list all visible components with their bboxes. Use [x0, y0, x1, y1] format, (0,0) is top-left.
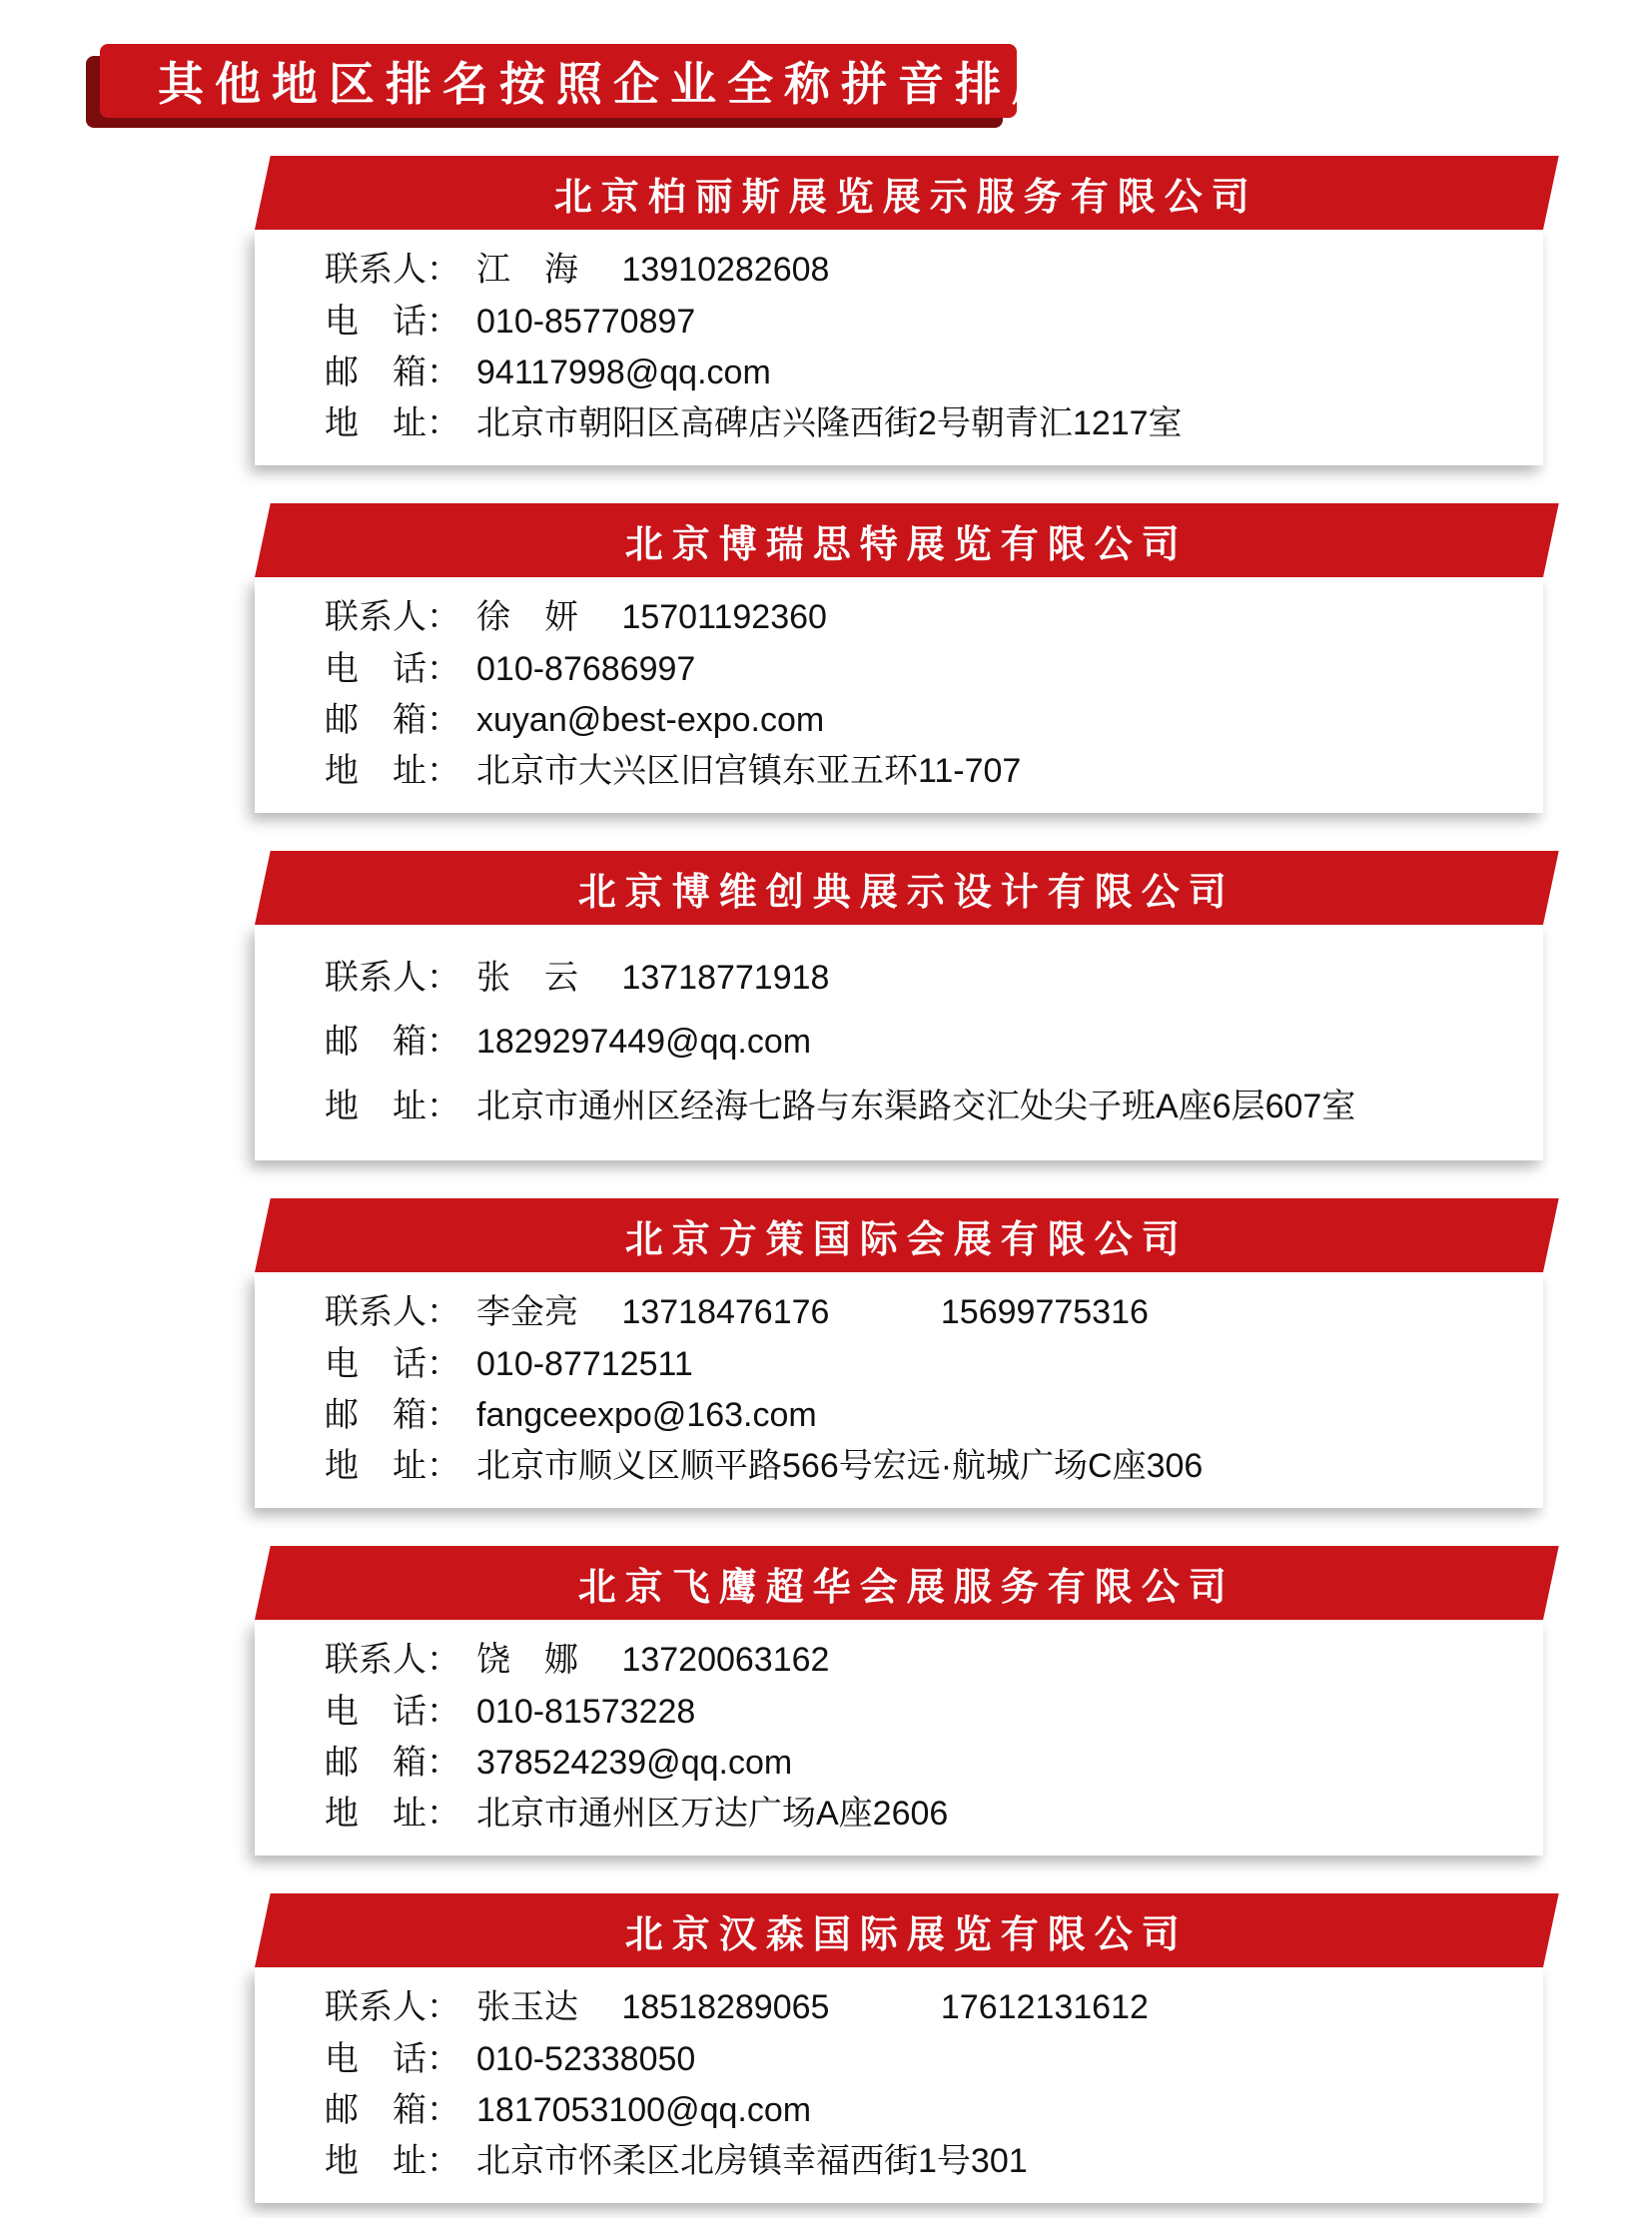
card-body — [255, 1272, 1543, 1508]
contact-row — [325, 960, 1507, 997]
contact-label: 联系人： — [325, 958, 460, 997]
contact-row — [325, 405, 1507, 442]
contact-label: 联系人： — [325, 1293, 460, 1332]
card-header — [255, 1198, 1559, 1272]
contact-label: 地 址： — [325, 1087, 460, 1125]
company-card — [255, 1893, 1543, 2203]
contact-value: xuyan@best-expo.com — [476, 701, 825, 740]
company-card — [255, 1546, 1543, 1855]
contact-row — [325, 1346, 1507, 1383]
contact-row — [325, 1694, 1507, 1731]
contact-row — [325, 304, 1507, 341]
contact-label: 邮 箱： — [325, 701, 460, 740]
contact-label: 电 话： — [325, 1344, 460, 1383]
company-name: 北京博维创典展示设计有限公司 — [577, 871, 1236, 914]
contact-row — [325, 252, 1507, 289]
contact-row — [325, 2143, 1507, 2180]
card-header — [255, 156, 1559, 230]
company-card-list — [255, 156, 1543, 2203]
company-card — [255, 1198, 1543, 1508]
contact-value: 江 海 13910282608 — [476, 251, 830, 290]
card-header — [255, 851, 1559, 925]
page-title-banner — [100, 44, 1069, 118]
contact-row — [325, 1089, 1507, 1125]
contact-label: 地 址： — [325, 1795, 460, 1834]
contact-row — [325, 2092, 1507, 2129]
contact-label: 地 址： — [325, 404, 460, 443]
card-body — [255, 1967, 1543, 2203]
contact-label: 地 址： — [325, 2142, 460, 2181]
company-card — [255, 503, 1543, 813]
card-body — [255, 1620, 1543, 1855]
contact-value: 1817053100@qq.com — [476, 2091, 812, 2130]
company-name: 北京方策国际会展有限公司 — [624, 1218, 1189, 1261]
page-title: 其他地区排名按照企业全称拼音排序 — [158, 58, 1069, 110]
contact-value: 北京市朝阳区高碑店兴隆西街2号朝青汇1217室 — [476, 404, 1183, 443]
contact-label: 联系人： — [325, 1988, 460, 2027]
card-body — [255, 925, 1543, 1160]
contact-row — [325, 753, 1507, 790]
contact-label: 电 话： — [325, 649, 460, 688]
contact-value: 010-87712511 — [476, 1344, 693, 1383]
contact-row — [325, 2041, 1507, 2078]
company-name: 北京博瑞思特展览有限公司 — [624, 523, 1189, 566]
contact-label: 联系人： — [325, 1641, 460, 1680]
company-name: 北京柏丽斯展览展示服务有限公司 — [554, 176, 1259, 219]
contact-value: 010-85770897 — [476, 302, 696, 341]
contact-label: 电 话： — [325, 1692, 460, 1731]
contact-value: 张 云 13718771918 — [476, 958, 830, 997]
contact-value: fangceexpo@163.com — [476, 1396, 817, 1435]
contact-row — [325, 1745, 1507, 1782]
contact-row — [325, 1796, 1507, 1833]
contact-value: 1829297449@qq.com — [476, 1023, 812, 1062]
card-body — [255, 577, 1543, 813]
card-body — [255, 230, 1543, 465]
contact-row — [325, 1642, 1507, 1679]
contact-value: 010-81573228 — [476, 1692, 696, 1731]
contact-value: 饶 娜 13720063162 — [476, 1641, 830, 1680]
contact-value: 94117998@qq.com — [476, 354, 771, 392]
contact-row — [325, 1294, 1507, 1331]
contact-value: 北京市通州区经海七路与东渠路交汇处尖子班A座6层607室 — [476, 1087, 1356, 1125]
contact-label: 邮 箱： — [325, 1744, 460, 1783]
contact-row — [325, 651, 1507, 688]
contact-value: 北京市大兴区旧宫镇东亚五环11-707 — [476, 752, 1022, 791]
contact-label: 联系人： — [325, 251, 460, 290]
contact-label: 电 话： — [325, 2039, 460, 2078]
contact-value: 北京市顺义区顺平路566号宏远·航城广场C座306 — [476, 1447, 1204, 1486]
contact-label: 地 址： — [325, 1447, 460, 1486]
contact-row — [325, 1989, 1507, 2026]
company-card — [255, 156, 1543, 465]
contact-label: 电 话： — [325, 302, 460, 341]
contact-value: 010-52338050 — [476, 2039, 696, 2078]
card-header — [255, 1546, 1559, 1620]
contact-label: 地 址： — [325, 752, 460, 791]
contact-value: 徐 妍 15701192360 — [476, 598, 827, 637]
card-header — [255, 503, 1559, 577]
contact-label: 邮 箱： — [325, 1396, 460, 1435]
contact-label: 邮 箱： — [325, 2091, 460, 2130]
company-card — [255, 851, 1543, 1160]
contact-row — [325, 599, 1507, 636]
contact-value: 010-87686997 — [476, 649, 696, 688]
contact-value: 张玉达 18518289065 17612131612 — [476, 1988, 1149, 2027]
contact-row — [325, 1448, 1507, 1485]
contact-value: 378524239@qq.com — [476, 1744, 793, 1783]
company-name: 北京汉森国际展览有限公司 — [624, 1913, 1189, 1956]
contact-value: 北京市通州区万达广场A座2606 — [476, 1795, 949, 1834]
contact-label: 联系人： — [325, 598, 460, 637]
contact-row — [325, 355, 1507, 391]
contact-row — [325, 1397, 1507, 1434]
contact-label: 邮 箱： — [325, 1023, 460, 1062]
contact-value: 李金亮 13718476176 15699775316 — [476, 1293, 1149, 1332]
card-header — [255, 1893, 1559, 1967]
contact-row — [325, 702, 1507, 739]
contact-label: 邮 箱： — [325, 354, 460, 392]
contact-value: 北京市怀柔区北房镇幸福西街1号301 — [476, 2142, 1028, 2181]
company-name: 北京飞鹰超华会展服务有限公司 — [577, 1566, 1236, 1609]
contact-row — [325, 1024, 1507, 1061]
